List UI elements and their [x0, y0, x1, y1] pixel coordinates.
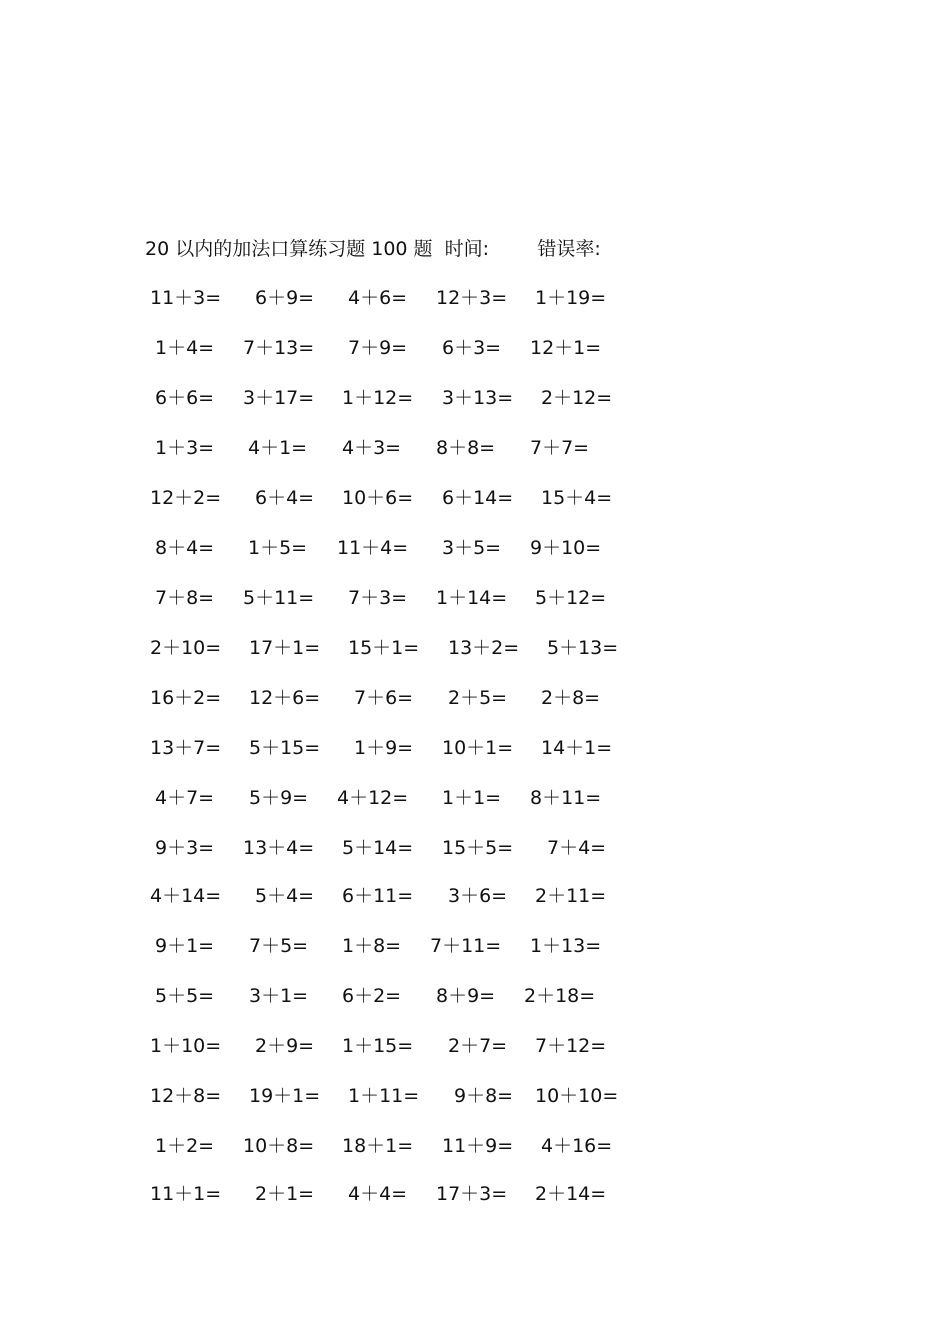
problem-cell: 4＋4= [348, 1183, 408, 1205]
problem-cell: 9＋1= [155, 935, 215, 957]
problem-cell: 19＋1= [249, 1085, 321, 1107]
problem-cell: 11＋1= [150, 1183, 222, 1205]
problem-cell: 5＋9= [249, 787, 309, 809]
problem-cell: 4＋3= [342, 437, 402, 459]
problem-cell: 12＋3= [436, 287, 508, 309]
problem-cell: 7＋12= [535, 1035, 607, 1057]
problem-cell: 1＋5= [248, 537, 308, 559]
problem-cell: 1＋3= [155, 437, 215, 459]
problem-cell: 14＋1= [541, 737, 613, 759]
problem-cell: 13＋7= [150, 737, 222, 759]
problem-cell: 4＋12= [337, 787, 409, 809]
problem-cell: 1＋14= [436, 587, 508, 609]
problem-cell: 4＋1= [248, 437, 308, 459]
problem-cell: 18＋1= [342, 1135, 414, 1157]
problem-cell: 8＋11= [530, 787, 602, 809]
problem-cell: 7＋6= [354, 687, 414, 709]
problem-cell: 7＋13= [243, 337, 315, 359]
problem-cell: 2＋18= [524, 985, 596, 1007]
problem-cell: 6＋9= [255, 287, 315, 309]
problem-cell: 2＋8= [541, 687, 601, 709]
problem-cell: 15＋4= [541, 487, 613, 509]
problem-cell: 6＋2= [342, 985, 402, 1007]
problem-cell: 12＋1= [530, 337, 602, 359]
problem-cell: 4＋14= [150, 885, 222, 907]
problem-cell: 15＋1= [348, 637, 420, 659]
problem-cell: 7＋11= [430, 935, 502, 957]
problem-cell: 4＋16= [541, 1135, 613, 1157]
problem-cell: 2＋7= [448, 1035, 508, 1057]
problem-cell: 10＋1= [442, 737, 514, 759]
problem-cell: 5＋11= [243, 587, 315, 609]
problem-cell: 4＋6= [348, 287, 408, 309]
problem-cell: 3＋1= [249, 985, 309, 1007]
problem-cell: 1＋13= [530, 935, 602, 957]
problem-cell: 12＋8= [150, 1085, 222, 1107]
problem-cell: 1＋11= [348, 1085, 420, 1107]
problem-cell: 7＋4= [547, 837, 607, 859]
problem-cell: 16＋2= [150, 687, 222, 709]
problem-cell: 10＋10= [535, 1085, 619, 1107]
problem-cell: 6＋14= [442, 487, 514, 509]
problem-cell: 1＋12= [342, 387, 414, 409]
problem-cell: 13＋2= [448, 637, 520, 659]
problem-cell: 3＋6= [448, 885, 508, 907]
problem-cell: 10＋6= [342, 487, 414, 509]
problem-cell: 1＋1= [442, 787, 502, 809]
problem-cell: 3＋17= [243, 387, 315, 409]
problem-cell: 1＋10= [150, 1035, 222, 1057]
problem-cell: 7＋8= [155, 587, 215, 609]
problem-cell: 8＋9= [436, 985, 496, 1007]
problem-cell: 2＋14= [535, 1183, 607, 1205]
problem-cell: 9＋10= [530, 537, 602, 559]
problem-cell: 5＋13= [547, 637, 619, 659]
problem-cell: 1＋15= [342, 1035, 414, 1057]
problem-cell: 1＋8= [342, 935, 402, 957]
problem-cell: 1＋2= [155, 1135, 215, 1157]
problem-cell: 2＋5= [448, 687, 508, 709]
problem-cell: 3＋13= [442, 387, 514, 409]
problem-cell: 3＋5= [442, 537, 502, 559]
problem-cell: 4＋7= [155, 787, 215, 809]
problem-cell: 17＋1= [249, 637, 321, 659]
problem-cell: 11＋3= [150, 287, 222, 309]
problem-cell: 13＋4= [243, 837, 315, 859]
problem-cell: 9＋3= [155, 837, 215, 859]
problem-cell: 8＋4= [155, 537, 215, 559]
problem-cell: 8＋8= [436, 437, 496, 459]
problem-cell: 2＋1= [255, 1183, 315, 1205]
problem-cell: 5＋4= [255, 885, 315, 907]
problem-cell: 6＋3= [442, 337, 502, 359]
problem-cell: 7＋5= [249, 935, 309, 957]
problem-cell: 12＋6= [249, 687, 321, 709]
problem-cell: 1＋19= [535, 287, 607, 309]
problem-cell: 2＋10= [150, 637, 222, 659]
problem-cell: 5＋14= [342, 837, 414, 859]
problem-cell: 2＋9= [255, 1035, 315, 1057]
worksheet-title: 20 以内的加法口算练习题 100 题 时间: 错误率: [145, 238, 601, 260]
problem-cell: 5＋12= [535, 587, 607, 609]
problem-cell: 1＋9= [354, 737, 414, 759]
problem-cell: 9＋8= [454, 1085, 514, 1107]
problem-cell: 1＋4= [155, 337, 215, 359]
problem-cell: 6＋6= [155, 387, 215, 409]
problem-cell: 7＋9= [348, 337, 408, 359]
problem-cell: 5＋15= [249, 737, 321, 759]
problem-cell: 6＋11= [342, 885, 414, 907]
problem-cell: 17＋3= [436, 1183, 508, 1205]
problem-cell: 6＋4= [255, 487, 315, 509]
problem-cell: 7＋3= [348, 587, 408, 609]
problem-cell: 2＋11= [535, 885, 607, 907]
problem-cell: 7＋7= [530, 437, 590, 459]
problem-cell: 10＋8= [243, 1135, 315, 1157]
problem-cell: 15＋5= [442, 837, 514, 859]
problem-cell: 12＋2= [150, 487, 222, 509]
problem-cell: 2＋12= [541, 387, 613, 409]
problem-cell: 5＋5= [155, 985, 215, 1007]
problem-cell: 11＋9= [442, 1135, 514, 1157]
problem-cell: 11＋4= [337, 537, 409, 559]
